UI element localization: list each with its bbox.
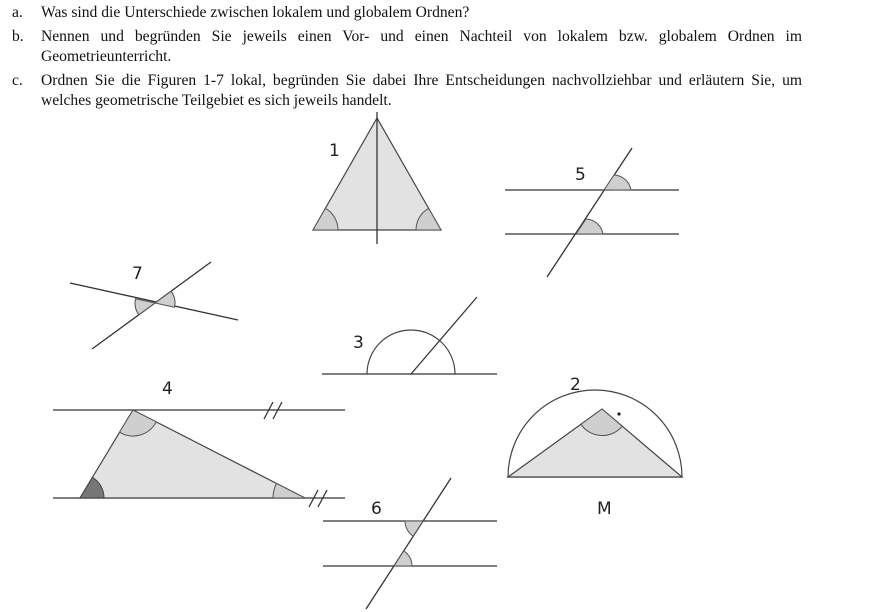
right-angle-dot	[617, 412, 620, 415]
ray	[411, 297, 477, 374]
figure-label-3: 3	[353, 333, 364, 353]
transversal	[366, 478, 451, 609]
figure-4-triangle-parallels	[53, 379, 345, 507]
figure-label-7: 7	[132, 264, 143, 284]
line-a	[70, 283, 238, 320]
figure-6-parallel-lines-transversal	[323, 478, 497, 609]
figure-5-parallel-lines-transversal	[505, 148, 679, 277]
figure-label-1: 1	[329, 141, 340, 161]
transversal	[547, 148, 632, 277]
figure-2-thales-circle	[508, 375, 682, 519]
angle-right	[155, 291, 175, 307]
figure-label-2: 2	[570, 375, 581, 395]
triangle-4	[80, 410, 305, 498]
figure-3-semicircle-angle	[322, 297, 497, 374]
semicircle-arc	[367, 330, 455, 374]
task-text: Nennen und begründen Sie jeweils einen Vor- und einen Nachteil von lokalem bzw. globalem Ordnen im Geometrieunterricht.	[41, 27, 802, 65]
figure-label-6: 6	[371, 499, 382, 519]
angle-right	[273, 483, 305, 498]
task-letter: b.	[12, 27, 24, 45]
figure-7-intersecting-lines	[70, 262, 238, 349]
angle-upper	[604, 175, 631, 190]
task-letter: c.	[12, 71, 23, 89]
angle-upper	[405, 521, 423, 536]
center-label-m: M	[597, 499, 612, 519]
figure-1-isosceles-triangle	[313, 112, 441, 244]
figure-label-4: 4	[162, 379, 173, 399]
task-text: Was sind die Unterschiede zwischen lokalem und globalem Ordnen?	[41, 4, 470, 21]
task-letter: a.	[12, 4, 23, 21]
angle-lower	[394, 551, 412, 566]
figure-label-5: 5	[575, 165, 586, 185]
task-text: Ordnen Sie die Figuren 1-7 lokal, begründen Sie dabei Ihre Entscheidungen nachvollziehbar und erläutern Sie, um welches geometrische Teilgebiet es sich jeweils handelt.	[41, 71, 802, 109]
